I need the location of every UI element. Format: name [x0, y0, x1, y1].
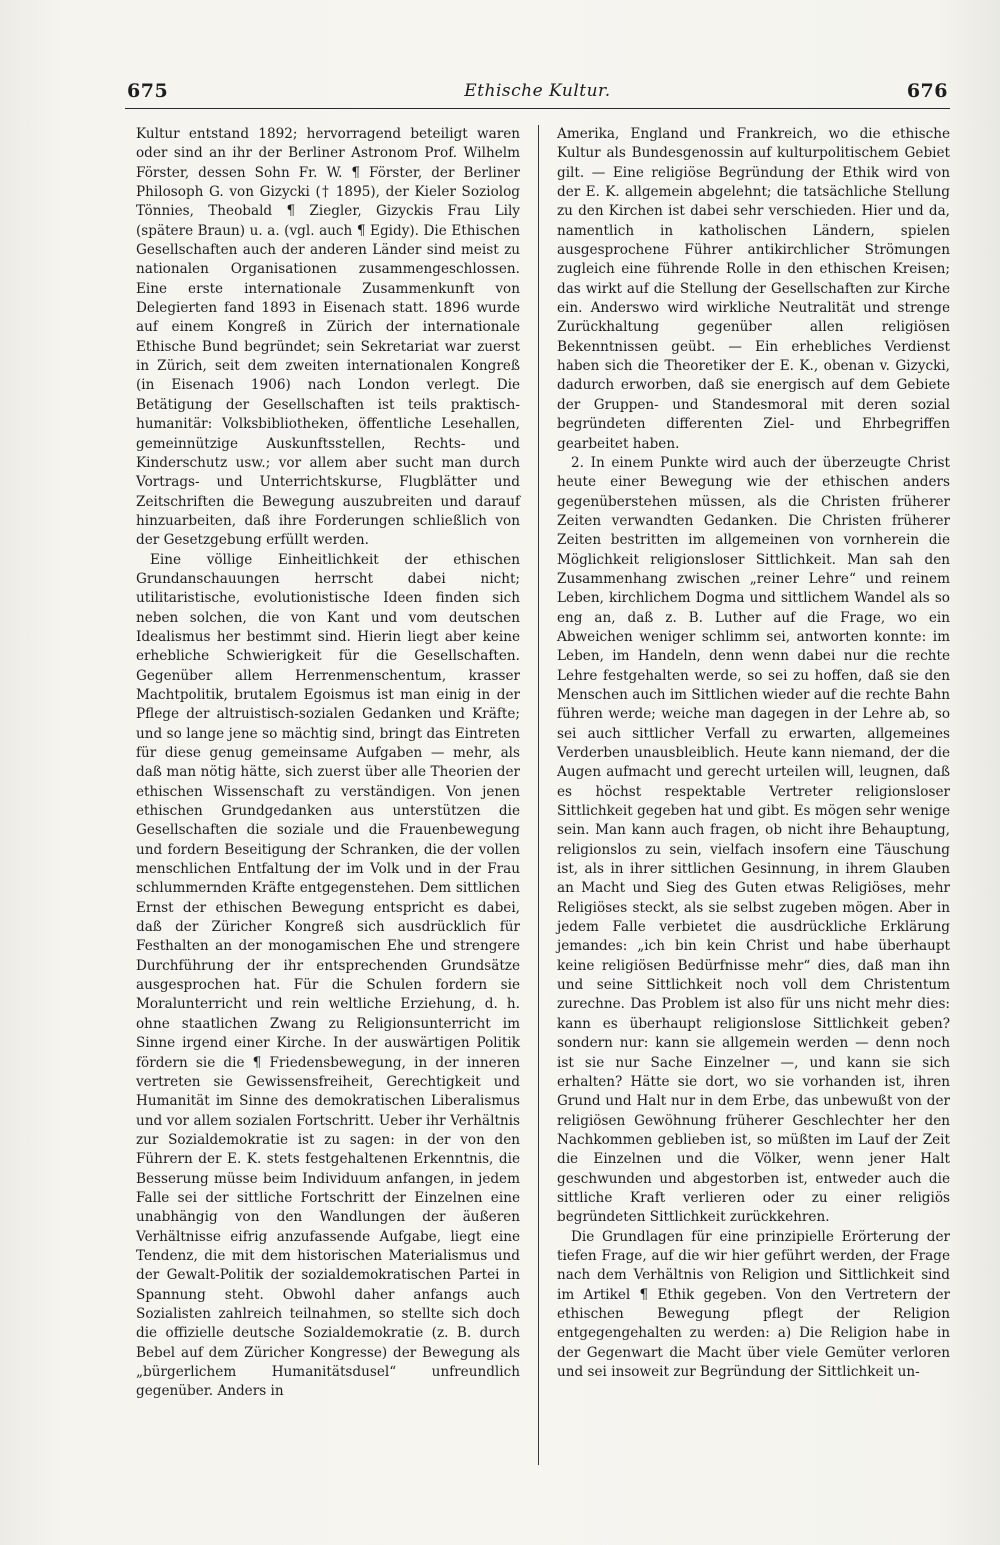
paragraph: Amerika, England und Frankreich, wo die ethische Kultur als Bundesgenossin auf kulturpolitischem Gebiet gilt. — Eine religiöse Begründung der Ethik wird von der E. K. allgemein abgelehnt; die tatsächliche Stellung zu den Kirchen ist dabei sehr verschieden. Hier und da, namentlich in katholischen Ländern, spielen ausgesprochene Führer antikirchlicher Strömungen zugleich eine führende Rolle in den ethischen Kreisen; das wirkt auf die Stellung der Gesellschaften zur Kirche ein. Anderswo wird wirkliche Neutralität und strenge Zurückhaltung gegenüber allen religiösen Bekenntnissen geübt. — Ein erhebliches Verdienst haben sich die Theoretiker der E. K., obenan v. Gizycki, dadurch erworben, daß sie energisch auf dem Gebiete der Gruppen- und Standesmoral mit deren sozial begründeten differenten Ziel- und Ehrbegriffen gearbeitet haben. [557, 126, 950, 452]
running-title: Ethische Kultur. [464, 81, 611, 101]
left-column [136, 125, 520, 1402]
paragraph: 2. In einem Punkte wird auch der überzeugte Christ heute einer Bewegung wie der ethischen anders gegenüberstehen müssen, als die Christen früherer Zeiten verwandten Gedanken. Die Christen früherer Zeiten bestritten im allgemeinen von vornherein die Möglichkeit religionsloser Sittlichkeit. Man sah den Zusammenhang zwischen „reiner Lehre“ und reinem Leben, kirchlichem Dogma und sittlichem Wandel als so eng an, daß z. B. Luther auf die Frage, wo ein Abweichen weniger schlimm sei, antworten konnte: im Leben, im Handeln, denn wenn dabei nur die rechte Lehre festgehalten werde, so sei zu hoffen, daß sie den Menschen auch im Sittlichen wieder auf die rechte Bahn führen werde; weiche man dagegen in der Lehre ab, so sei auch sittlicher Verfall zu erwarten, allgemeines Verderben unausbleiblich. Heute kann niemand, der die Augen aufmacht und gerecht urteilen will, leugnen, daß es höchst respektable Vertreter religionsloser Sittlichkeit gegeben hat und gibt. Es mögen sehr wenige sein. Man kann auch fragen, ob nicht ihre Behauptung, religionslos zu sein, vielfach insofern eine Täuschung ist, als in ihrer sittlichen Gesinnung, in ihrem Glauben an Macht und Sieg des Guten etwas Religiöses, mehr Religiöses steckt, als sie selbst zugeben mögen. Aber in jedem Falle verbietet die ausdrückliche Erklärung jemandes: „ich bin kein Christ und habe überhaupt keine religiösen Bedürfnisse mehr“ dies, daß man ihn und seine Sittlichkeit noch voll dem Christentum zurechne. Das Problem ist also für uns nicht mehr dies: kann es überhaupt religionslose Sittlichkeit geben? sondern nur: kann sie allgemein werden — denn noch ist sie nur Sache Einzelner —, und kann sie sich erhalten? Hätte sie dort, wo sie vorhanden ist, ihren Grund und Halt nur in dem Erbe, das unbewußt von der religiösen Gewöhnung früherer Geschlechter her den Nachkommen geblieben ist, so müßten im Lauf der Zeit die Einzelnen und die Völker, wenn jener Halt geschwunden und abgestorben ist, entweder auch die sittliche Kraft verlieren oder zu einer religiös begründeten Sittlichkeit zurückkehren. [557, 454, 950, 1226]
paragraph: Kultur entstand 1892; hervorragend beteiligt waren oder sind an ihr der Berliner Astronom Prof. Wilhelm Förster, dessen Sohn Fr. W. ¶ Förster, der Berliner Philosoph G. von Gizycki († 1895), der Kieler Soziolog Tönnies, Theobald ¶ Ziegler, Gizyckis Frau Lily (spätere Braun) u. a. (vgl. auch ¶ Egidy). Die Ethischen Gesellschaften auch der anderen Länder sind meist zu nationalen Organisationen zusammengeschlossen. Eine erste internationale Zusammenkunft von Delegierten fand 1893 in Eisenach statt. 1896 wurde auf einem Kongreß in Zürich der internationale Ethische Bund begründet; sein Sekretariat war zuerst in Zürich, seit dem zweiten internationalen Kongreß (in Eisenach 1906) nach London verlegt. Die Betätigung der Gesellschaften ist teils praktisch-humanitär: Volksbibliotheken, öffentliche Lesehallen, gemeinnützige Auskunftsstellen, Rechts- und Kinderschutz usw.; vor allem aber sucht man durch Vortrags- und Unterrichtskurse, Flugblätter und Zeitschriften die Bewegung auszubreiten und darauf hinzuarbeiten, daß ihre Forderungen schließlich von der Gesetzgebung erfüllt werden. [136, 126, 520, 549]
right-column [557, 125, 950, 1382]
paragraph: Eine völlige Einheitlichkeit der ethischen Grundanschauungen herrscht dabei nicht; utilitaristische, evolutionistische Ideen finden sich neben solchen, die von Kant und vom deutschen Idealismus her bestimmt sind. Hierin liegt aber keine erhebliche Schwierigkeit für die Gesellschaften. Gegenüber allem Herrenmenschentum, krasser Machtpolitik, brutalem Egoismus ist man einig in der Pflege der altruistisch-sozialen Gedanken und Kräfte; und so lange jene so mächtig sind, bringt das Eintreten für diese genug gemeinsame Aufgaben — mehr, als daß man nötig hätte, sich zuerst über alle Theorien der ethischen Wissenschaft zu verständigen. Von jenen ethischen Grundgedanken aus unterstützen die Gesellschaften die soziale und die Frauenbewegung und fordern Beseitigung der Schranken, die der vollen menschlichen Entfaltung der im Volk und in der Frau schlummernden Kräfte entgegenstehen. Dem sittlichen Ernst der ethischen Bewegung entspricht es dabei, daß der Züricher Kongreß sich ausdrücklich für Festhalten an der monogamischen Ehe und strengere Durchführung der ihr entsprechenden Grundsätze ausgesprochen hat. Für die Schulen fordern sie Moralunterricht und rein weltliche Erziehung, d. h. ohne staatlichen Zwang zu Religionsunterricht im Sinne irgend einer Kirche. In der auswärtigen Politik fördern sie die ¶ Friedensbewegung, in der inneren vertreten sie Gewissensfreiheit, Gerechtigkeit und Humanität im Sinne des demokratischen Liberalismus und vor allem sozialen Fortschritt. Ueber ihr Verhältnis zur Sozialdemokratie ist zu sagen: in der von den Führern der E. K. stets festgehaltenen Erkenntnis, die Besserung müsse beim Individuum anfangen, in jedem Falle sei der sittliche Fortschritt der Einzelnen eine unabhängig von den Wandlungen der äußeren Verhältnisse eifrig anzufassende Aufgabe, liegt eine Tendenz, die mit dem historischen Materialismus und der Gewalt-Politik der sozialdemokratischen Partei in Spannung steht. Obwohl daher anfangs auch Sozialisten zahlreich teilnahmen, so stellte sich doch die offizielle deutsche Sozialdemokratie (z. B. durch Bebel auf dem Züricher Kongresse) der Bewegung als „bürgerlichem Humanitätsdusel“ unfreundlich gegenüber. Anders in [136, 551, 520, 1400]
page-header [125, 76, 950, 109]
column-divider [538, 125, 539, 1465]
page-number-right: 676 [906, 80, 948, 102]
page-number-left: 675 [127, 80, 169, 102]
paragraph: Die Grundlagen für eine prinzipielle Erörterung der tiefen Frage, auf die wir hier geführt werden, der Frage nach dem Verhältnis von Religion und Sittlichkeit sind im Artikel ¶ Ethik gegeben. Von den Vertretern der ethischen Bewegung pflegt der Religion entgegengehalten zu werden: a) Die Religion habe in der Gegenwart die Macht über viele Gemüter verloren und sei insoweit zur Begründung der Sittlichkeit un- [557, 1228, 950, 1380]
